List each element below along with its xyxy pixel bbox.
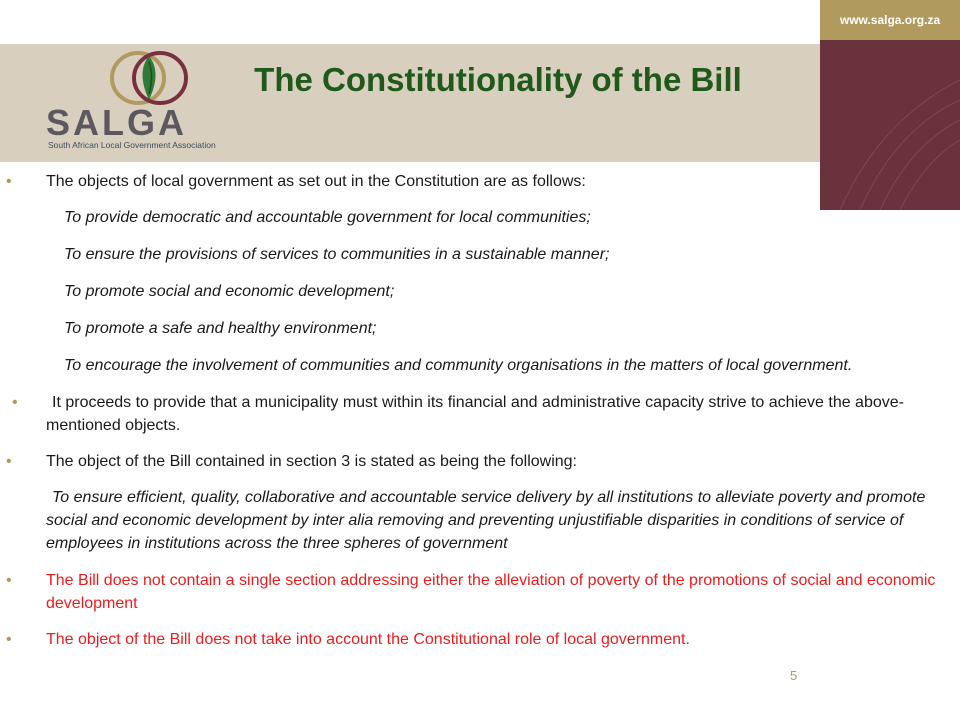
bullet-text: The Bill does not contain a single section addressing either the alleviation of poverty of the promotions of social and economic development — [46, 572, 936, 612]
website-url[interactable]: www.salga.org.za — [820, 0, 960, 40]
bullet-poverty-omission — [6, 569, 946, 615]
bullet-bill-object — [6, 450, 946, 473]
logo-subtitle: South African Local Government Association — [48, 140, 216, 150]
bullet-objects-intro — [6, 170, 946, 193]
bullet-text: The object of the Bill contained in section 3 is stated as being the following: — [46, 453, 577, 470]
object-item: To encourage the involvement of communities and community organisations in the matters of local government. — [64, 357, 853, 374]
object-item: To provide democratic and accountable government for local communities; — [64, 209, 591, 226]
bullet-municipality-capacity — [6, 391, 946, 437]
page-number: 5 — [790, 668, 798, 683]
slide-body — [6, 170, 946, 664]
object-item: To ensure the provisions of services to communities in a sustainable manner; — [64, 246, 610, 263]
bullet-text: It proceeds to provide that a municipality must within its financial and administrative capacity strive to achieve the above-mentioned objects. — [46, 394, 904, 434]
logo-wordmark: SALGA — [46, 102, 187, 143]
page-title: The Constitutionality of the Bill — [254, 61, 742, 98]
bill-object-quote: To ensure efficient, quality, collaborative and accountable service delivery by all institutions to alleviate poverty and promote social and economic development by inter alia removing and preventing unjustifiable disparities in conditions of service of employees in institutions across the three spheres of government — [46, 489, 926, 552]
bullet-marker: • — [12, 394, 18, 411]
logo-rings-icon — [94, 48, 204, 110]
bullet-text: The objects of local government as set out in the Constitution are as follows: — [46, 173, 586, 190]
bullet-marker: • — [6, 572, 12, 589]
object-item: To promote a safe and healthy environment; — [64, 320, 377, 337]
object-item: To promote social and economic development; — [64, 283, 395, 300]
bullet-text: The object of the Bill does not take into account the Constitutional role of local government. — [46, 631, 690, 648]
salga-logo — [42, 48, 248, 156]
bullet-marker: • — [6, 173, 12, 190]
bullet-marker: • — [6, 453, 12, 470]
bullet-marker: • — [6, 631, 12, 648]
bullet-constitutional-role — [6, 628, 946, 651]
